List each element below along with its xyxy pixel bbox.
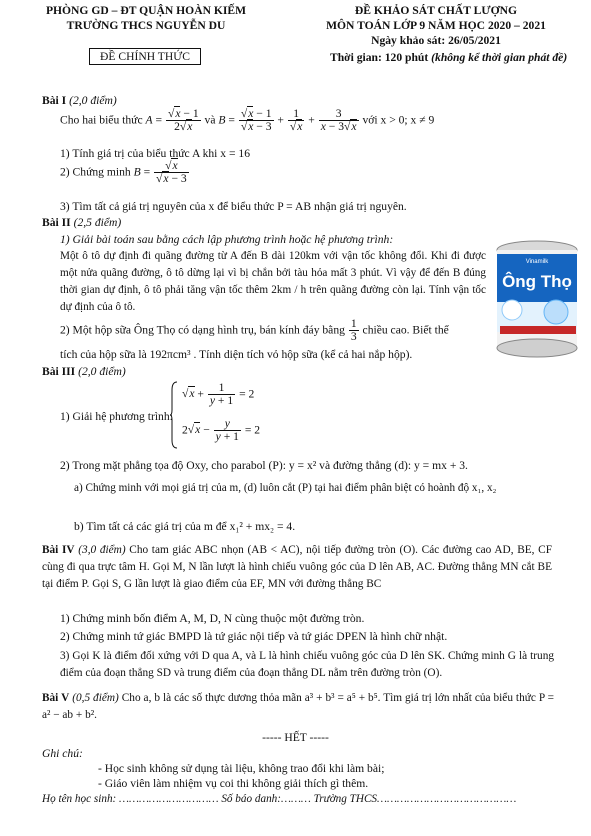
question-3-2: 2) Trong mặt phẳng tọa độ Oxy, cho parabol (P): y = x² và đường thẳng (d): y = mx + 3. <box>60 459 468 472</box>
brace-icon <box>170 380 178 450</box>
exam-date: Ngày khảo sát: 26/05/2021 <box>371 34 501 47</box>
student-info-line: Họ tên học sinh: ………………………… Số báo danh:……… Trường THCS…………………………………… <box>42 793 517 805</box>
question-4-1: 1) Chứng minh bốn điểm A, M, D, N cùng thuộc một đường tròn. <box>60 612 365 625</box>
question-2-2: 2) Một hộp sữa Ông Thọ có dạng hình trụ, bán kính đáy bằng $\frac{1}{3}$ chiều cao. Biết thể <box>60 317 449 344</box>
fraction-b2: 1 √ x <box>288 108 305 133</box>
equation-1: √ x + $\frac{1}{y + 1}$ = 2 <box>182 382 254 407</box>
fraction-proof: √ x √ x − 3 <box>154 160 189 185</box>
fraction-b3: $\frac{3}{x - 3√ x}$ <box>319 108 359 133</box>
question-2-1-heading: 1) Giải bài toán sau bằng cách lập phương trình hoặc hệ phương trình: <box>60 233 394 246</box>
equation-system <box>170 380 290 450</box>
question-1-1: 1) Tính giá trị của biểu thức A khi x = 16 <box>60 147 251 160</box>
section-5: Bài V (0,5 điểm) Cho a, b là các số thực dương thỏa mãn a³ + b³ = a⁵ + b⁵. Tìm giá trị lớn nhất của biểu thức P = a² − ab + b². <box>42 692 555 721</box>
question-3-2a: a) Chứng minh với mọi giá trị của m, (d) luôn cắt (P) tại hai điểm phân biệt có hoành độ x₁, x₂ <box>74 482 497 494</box>
official-exam-badge: ĐỀ CHÍNH THỨC <box>89 48 201 65</box>
expression-definitions: Cho hai biểu thức A = √ $\frac{x - 1}{2√ x}$ và B = √ x − 1 √ x − 3 + 1 √ x + $\frac{3}{x - 3√ x}$ với x > 0; x ≠ 9 <box>60 108 434 133</box>
question-1-3: 3) Tìm tất cả giá trị nguyên của x để biểu thức P = AB nhận giá trị nguyên. <box>60 200 407 213</box>
fraction-b1: √ x − 1 √ x − 3 <box>239 108 274 133</box>
time-label: Thời gian: 120 phút <box>330 51 429 64</box>
department-name: PHÒNG GD – ĐT QUẬN HOÀN KIẾM <box>45 4 247 17</box>
section-heading: Bài III (2,0 điểm) <box>42 365 126 378</box>
section-heading: Bài I (2,0 điểm) <box>42 94 117 107</box>
exam-duration <box>330 51 567 64</box>
school-name: TRƯỜNG THCS NGUYỄN DU <box>66 19 226 32</box>
section-4-intro: Bài IV (3,0 điểm) Cho tam giác ABC nhọn (AB < AC), nội tiếp đường tròn (O). Các đường cao AD, BE, CF cùng đi qua trực tâm H. Gọi M, N lần lượt là hình chiếu vuông góc của D lên AB, AC. Đường thẳng MN cắt BE tại điểm P. Gọi S, G lần lượt là giao điểm của EF, MN với đường thẳng BC <box>42 544 553 590</box>
equation-2: 2√ x − $\frac{y}{y + 1}$ = 2 <box>182 418 260 443</box>
exam-title: ĐỀ KHẢO SÁT CHẤT LƯỢNG <box>354 4 518 17</box>
can-top-text: Vinamilk <box>525 259 549 265</box>
note-2: - Giáo viên làm nhiệm vụ coi thi không giải thích gì thêm. <box>98 777 369 790</box>
section-heading: Bài II (2,5 điểm) <box>42 216 122 229</box>
question-2-2-cont: tích của hộp sữa là 192πcm³ . Tính diện tích vỏ hộp sữa (kể cả hai nắp hộp). <box>60 348 413 361</box>
time-note: (không kể thời gian phát đề) <box>431 51 568 64</box>
question-1-2: 2) Chứng minh B = √ x √ x − 3 <box>60 160 190 185</box>
question-3-2b: b) Tìm tất cả các giá trị của m để x₁² + mx₂ = 4. <box>74 520 296 533</box>
end-marker: ----- HẾT ----- <box>262 731 329 744</box>
can-brand-text: Ông Thọ <box>502 272 572 291</box>
question-3-1: 1) Giải hệ phương trình: <box>60 410 173 423</box>
note-1: - Học sinh không sử dụng tài liệu, không trao đổi khi làm bài; <box>98 762 385 775</box>
question-4-3: 3) Gọi K là điểm đối xứng với D qua A, và L là hình chiếu vuông góc của D lên SK. Chứng minh G là trung điểm của đoạn thẳng SD và trung điểm của đoạn thẳng DL nằm trên đường tròn (O). <box>60 650 554 679</box>
question-2-1-body: Một ô tô dự định đi quãng đường từ A đến B dài 120km với vận tốc không đổi. Khi đi được một nửa quãng đường, ô tô dừng lại vì bị chắn bởi tàu hỏa mất 3 phút. Vì vậy để đến B đúng thời gian dự định, ô tô phải tăng vận tốc thêm 2km / h trên quãng đường còn lại. Tính vận tốc dự định của ô tô. <box>60 250 486 313</box>
notes-label: Ghi chú: <box>42 747 83 760</box>
milk-can-image <box>494 240 580 358</box>
question-4-2: 2) Chứng minh tứ giác BMPD là tứ giác nội tiếp và tứ giác DPEN là hình chữ nhật. <box>60 630 448 643</box>
fraction-a: √ $\frac{x - 1}{2√ x}$ <box>166 108 201 133</box>
exam-subject: MÔN TOÁN LỚP 9 NĂM HỌC 2020 – 2021 <box>326 19 546 32</box>
